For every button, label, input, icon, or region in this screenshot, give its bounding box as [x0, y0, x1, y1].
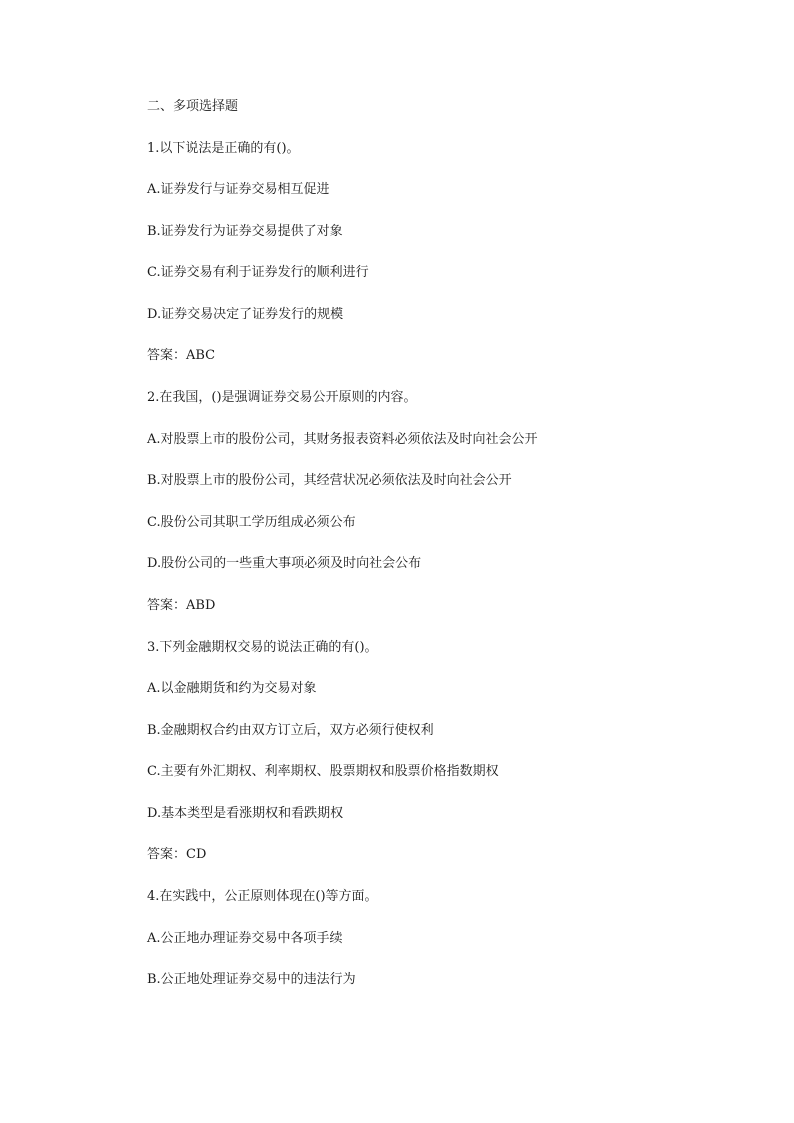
option-text: B.对股票上市的股份公司，其经营状况必须依法及时向社会公开 — [147, 473, 512, 488]
option-text: D.基本类型是看涨期权和看跌期权 — [147, 806, 344, 821]
answer-text: 答案：ABD — [147, 598, 216, 613]
answer-text: 答案：ABC — [147, 348, 216, 363]
option-text: A.以金融期货和约为交易对象 — [147, 681, 317, 696]
option-text: D.股份公司的一些重大事项必须及时向社会公布 — [147, 556, 422, 571]
option-text: B.证券发行为证券交易提供了对象 — [147, 224, 343, 239]
option-text: D.证券交易决定了证券发行的规模 — [147, 307, 344, 322]
section-title: 二、多项选择题 — [147, 99, 239, 114]
question-stem: 3.下列金融期权交易的说法正确的有()。 — [147, 640, 378, 655]
option-text: A.证券发行与证券交易相互促进 — [147, 182, 330, 197]
option-text: C.证券交易有利于证券发行的顺利进行 — [147, 265, 369, 280]
answer-text: 答案：CD — [147, 847, 207, 862]
option-text: C.主要有外汇期权、利率期权、股票期权和股票价格指数期权 — [147, 764, 499, 779]
option-text: B.公正地处理证券交易中的违法行为 — [147, 972, 356, 987]
option-text: A.公正地办理证券交易中各项手续 — [147, 931, 343, 946]
option-text: A.对股票上市的股份公司，其财务报表资料必须依法及时向社会公开 — [147, 432, 538, 447]
question-stem: 1.以下说法是正确的有()。 — [147, 141, 300, 156]
option-text: B.金融期权合约由双方订立后，双方必须行使权利 — [147, 723, 434, 738]
question-stem: 4.在实践中，公正原则体现在()等方面。 — [147, 889, 378, 904]
option-text: C.股份公司其职工学历组成必须公布 — [147, 515, 356, 530]
question-stem: 2.在我国，()是强调证券交易公开原则的内容。 — [147, 390, 417, 405]
